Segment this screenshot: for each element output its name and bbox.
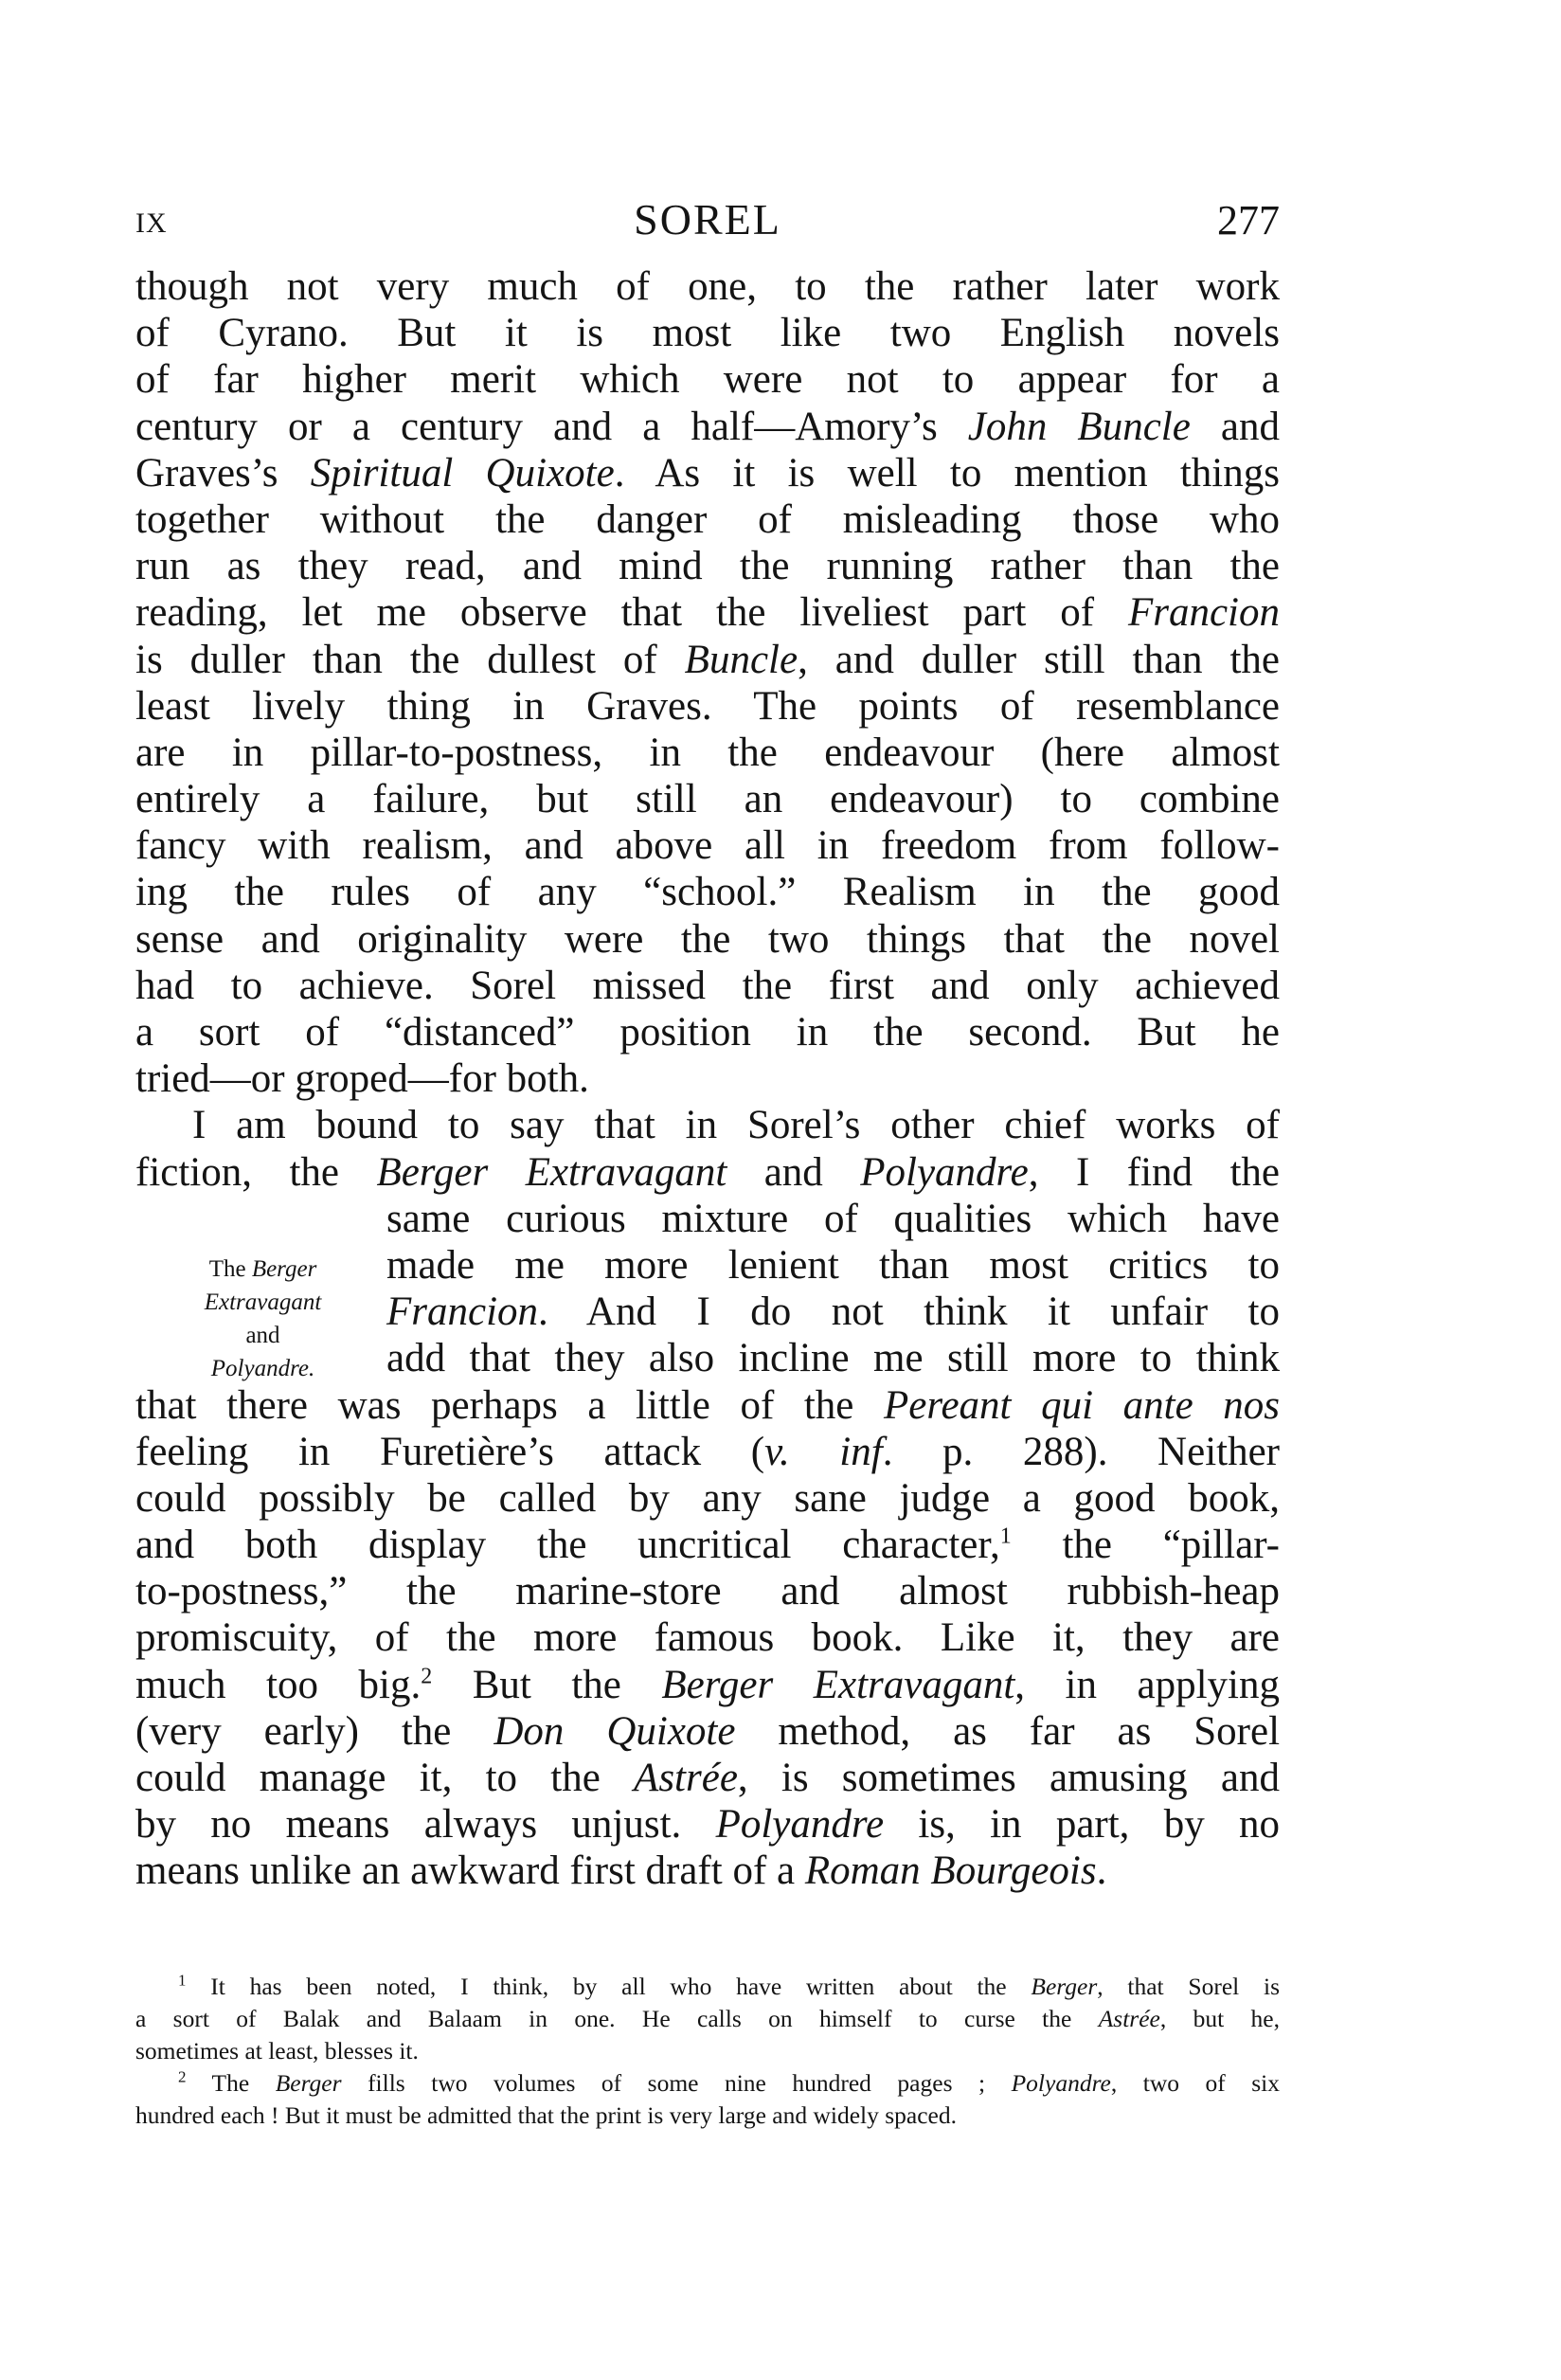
italic-title: Francion xyxy=(386,1289,539,1335)
text-run: reading, let me observe that the liveliest part of xyxy=(135,590,1128,636)
text-run: (very early) the xyxy=(135,1708,494,1754)
footnote-line xyxy=(135,2035,1280,2067)
text-run: entirely a failure, but still an endeavour) to combine xyxy=(135,777,1280,822)
text-run: had to achieve. Sorel missed the first and only achieved xyxy=(135,963,1280,1008)
page-number: 277 xyxy=(1217,197,1280,243)
text-run: But the xyxy=(432,1662,662,1707)
italic-title: John Buncle xyxy=(967,404,1191,449)
text-run: The xyxy=(186,2069,276,2097)
text-run: least lively thing in Graves. The points of resemblance xyxy=(135,683,1280,729)
text-run: by no means always unjust. xyxy=(135,1802,716,1848)
text-line xyxy=(135,310,1280,356)
body-text xyxy=(135,263,1280,1895)
text-line xyxy=(135,496,1280,543)
text-run: and both display the uncritical character, xyxy=(135,1523,1000,1568)
text-run: . And I do not think it unfair to xyxy=(538,1289,1280,1335)
italic-title: Extravagant xyxy=(204,1289,322,1315)
footnote-line xyxy=(135,2003,1280,2035)
footnote-line xyxy=(135,1971,1280,2003)
text-run: could manage it, to the xyxy=(135,1756,635,1800)
text-run: are in pillar-to-postness, in the endeavour (here almost xyxy=(135,730,1280,775)
text-line xyxy=(135,1568,1280,1614)
text-run: same curious mixture of qualities which have xyxy=(386,1196,1280,1241)
marginal-note-line xyxy=(133,1319,393,1352)
running-title: SOREL xyxy=(634,195,781,243)
italic-title: Polyandre xyxy=(860,1149,1029,1195)
footnote-marker: 2 xyxy=(421,1664,433,1689)
text-line xyxy=(135,1149,1280,1196)
italic-title: Astrée xyxy=(634,1756,738,1800)
italic-title: Pereant qui ante nos xyxy=(883,1382,1280,1428)
text-line xyxy=(135,1662,1280,1708)
text-run: and xyxy=(245,1323,280,1348)
italic-title: v. inf xyxy=(764,1429,883,1474)
text-run: add that they also incline me still more to think xyxy=(386,1336,1280,1381)
text-run: fancy with realism, and above all in freedom from follow- xyxy=(135,823,1280,869)
footnote-line xyxy=(135,2100,1280,2132)
text-run: , and duller still than the xyxy=(798,637,1280,682)
italic-title: Francion xyxy=(1127,590,1280,636)
text-line xyxy=(135,730,1280,776)
text-line xyxy=(135,1382,1280,1429)
text-line xyxy=(135,776,1280,822)
italic-title: Polyandre xyxy=(1011,2069,1111,2097)
text-run: Graves’s xyxy=(135,450,311,496)
marginal-note-line xyxy=(133,1352,393,1385)
text-run: to-postness,” the marine-store and almost rubbish-heap xyxy=(135,1569,1280,1614)
text-line xyxy=(135,1755,1280,1801)
text-line xyxy=(135,963,1280,1009)
text-line xyxy=(135,1475,1280,1522)
chapter-number: IX xyxy=(135,207,168,239)
text-run: sense and originality were the two things that the novel xyxy=(135,916,1280,962)
text-run: method, as far as Sorel xyxy=(735,1708,1281,1754)
italic-title: Don Quixote xyxy=(493,1708,736,1754)
text-run: promiscuity, of the more famous book. Like it, they are xyxy=(135,1615,1280,1661)
footnote-line xyxy=(135,2067,1280,2100)
text-run: and xyxy=(1190,404,1280,449)
italic-title: Polyandre. xyxy=(210,1356,315,1381)
text-run: a sort of Balak and Balaam in one. He calls on himself to curse the xyxy=(135,2005,1099,2032)
text-run: tried—or groped—for both. xyxy=(135,1056,589,1102)
italic-title: Berger xyxy=(1031,1973,1098,2000)
text-run: hundred each ! But it must be admitted that the print is very large and widely spaced. xyxy=(135,2101,957,2129)
marginal-note-line xyxy=(133,1286,393,1319)
text-run: means unlike an awkward first draft of a xyxy=(135,1848,805,1894)
text-run: together without the danger of misleading those who xyxy=(135,496,1280,542)
text-line xyxy=(135,450,1280,496)
text-run: though not very much of one, to the rather later work xyxy=(135,264,1280,309)
italic-title: Buncle xyxy=(684,637,798,682)
italic-title: Berger xyxy=(251,1256,317,1282)
text-run: . p. 288). Neither xyxy=(882,1429,1280,1474)
footnotes xyxy=(135,1971,1280,2132)
marginal-note xyxy=(133,1253,393,1385)
text-run: I am bound to say that in Sorel’s other chief works of xyxy=(192,1103,1280,1148)
text-line xyxy=(135,1009,1280,1055)
text-line xyxy=(135,1102,1280,1148)
footnote-marker: 2 xyxy=(178,2067,187,2086)
text-run: , is sometimes amusing and xyxy=(737,1756,1281,1800)
text-run: . xyxy=(1096,1848,1107,1894)
text-run: a sort of “distanced” position in the second. But he xyxy=(135,1010,1280,1055)
footnote-marker: 1 xyxy=(178,1971,187,1990)
italic-title: Spiritual Quixote xyxy=(310,450,615,496)
text-run: , but he, xyxy=(1159,2005,1280,2032)
text-line xyxy=(135,404,1280,450)
text-line xyxy=(135,1196,1280,1242)
text-run: run as they read, and mind the running rather than the xyxy=(135,544,1280,589)
text-run: . As it is well to mention things xyxy=(614,450,1280,496)
text-line xyxy=(135,356,1280,403)
text-run: and xyxy=(727,1149,861,1195)
text-run: feeling in Furetière’s attack ( xyxy=(135,1429,765,1474)
text-line xyxy=(135,589,1280,636)
text-run: of Cyrano. But it is most like two English novels xyxy=(135,311,1280,356)
text-run: is, in part, by no xyxy=(884,1802,1280,1848)
text-line xyxy=(135,637,1280,683)
text-run: , in applying xyxy=(1014,1662,1280,1707)
text-run: The xyxy=(208,1256,252,1282)
text-run: made me more lenient than most critics to xyxy=(386,1242,1280,1288)
text-run: It has been noted, I think, by all who have written about the xyxy=(186,1973,1032,2000)
text-line xyxy=(135,1801,1280,1848)
text-run: , that Sorel is xyxy=(1097,1973,1281,2000)
text-line xyxy=(135,1708,1280,1755)
italic-title: Astrée xyxy=(1098,2005,1160,2032)
text-line xyxy=(135,1522,1280,1568)
text-run: that there was perhaps a little of the xyxy=(135,1382,884,1428)
text-line xyxy=(135,1055,1280,1102)
italic-title: Roman Bourgeois xyxy=(804,1848,1097,1894)
text-run: , two of six xyxy=(1110,2069,1281,2097)
text-run: the “pillar- xyxy=(1011,1523,1280,1568)
text-line xyxy=(135,263,1280,310)
italic-title: Berger Extravagant xyxy=(661,1662,1015,1707)
text-run: century or a century and a half—Amory’s xyxy=(135,404,968,449)
footnote-marker: 1 xyxy=(999,1524,1012,1549)
italic-title: Berger Extravagant xyxy=(376,1149,727,1195)
text-line xyxy=(135,683,1280,730)
text-line xyxy=(135,1848,1280,1894)
text-line xyxy=(135,869,1280,915)
text-run: much too big. xyxy=(135,1662,422,1707)
text-line xyxy=(135,822,1280,869)
text-run: sometimes at least, blesses it. xyxy=(135,2037,419,2064)
text-run: is duller than the dullest of xyxy=(135,637,685,682)
text-line xyxy=(135,543,1280,589)
text-line xyxy=(135,916,1280,963)
text-run: fills two volumes of some nine hundred pages ; xyxy=(341,2069,1012,2097)
text-run: could possibly be called by any sane judge a good book, xyxy=(135,1475,1280,1521)
running-header xyxy=(135,194,1280,251)
text-run: fiction, the xyxy=(135,1149,377,1195)
marginal-note-line xyxy=(133,1253,393,1286)
text-run: of far higher merit which were not to appear for a xyxy=(135,357,1280,403)
text-run: ing the rules of any “school.” Realism in the good xyxy=(135,870,1280,915)
italic-title: Polyandre xyxy=(715,1802,885,1848)
text-run: , I find the xyxy=(1028,1149,1280,1195)
text-line xyxy=(135,1429,1280,1475)
text-line xyxy=(135,1614,1280,1661)
italic-title: Berger xyxy=(275,2069,342,2097)
